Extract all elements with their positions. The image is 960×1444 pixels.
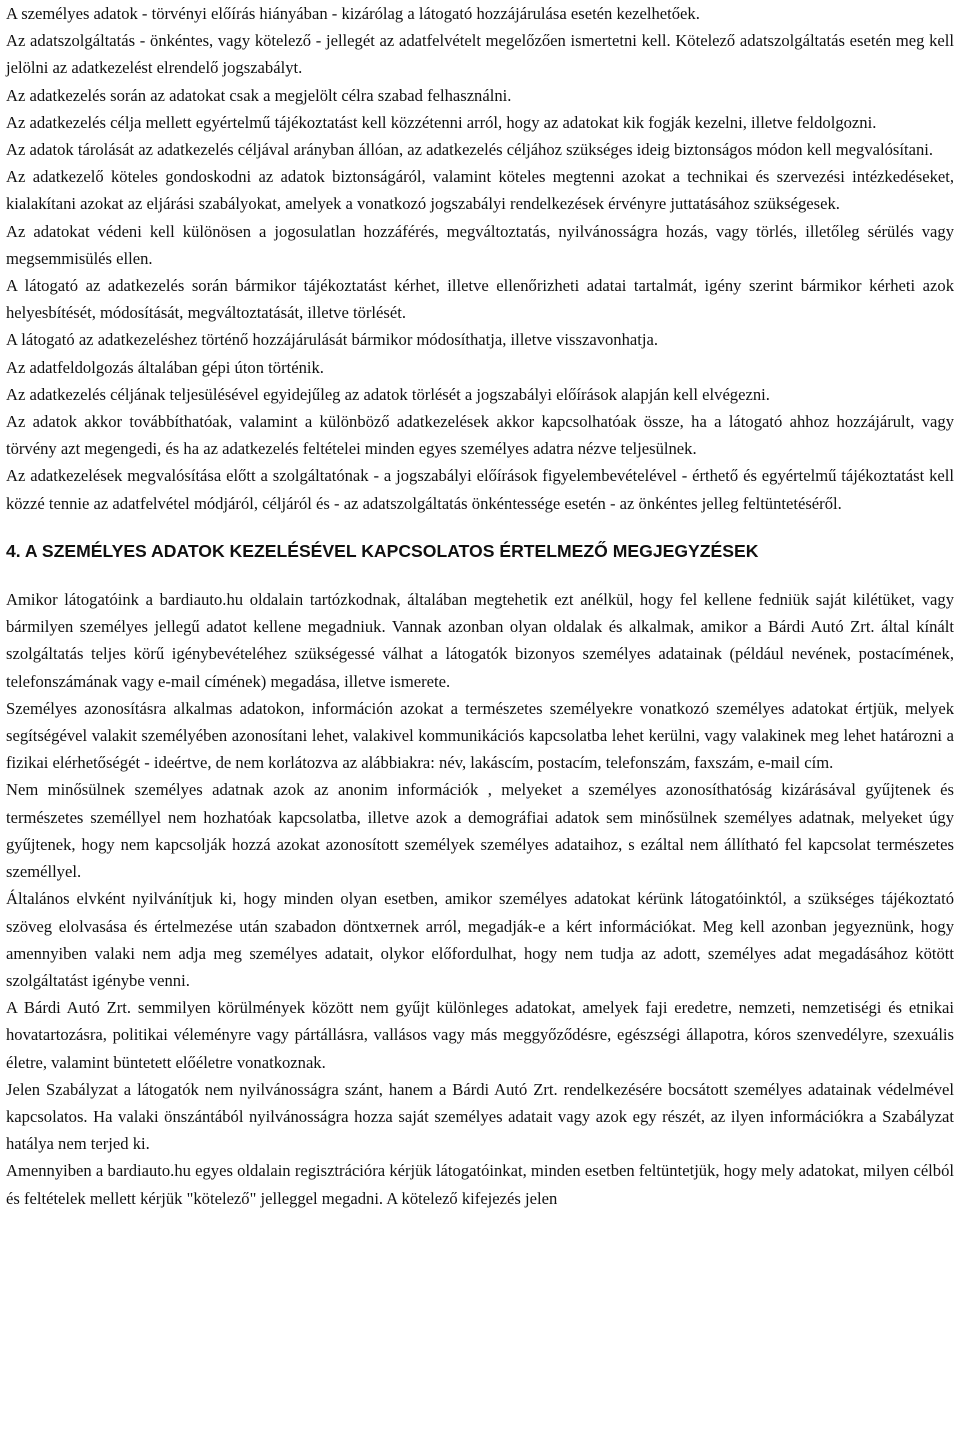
paragraph: Amikor látogatóink a bardiauto.hu oldalain tartózkodnak, általában megtehetik ezt anélkül, hogy fel kellene fedniük saját kilétüket, vagy bármilyen személyes jellegű adatot kellene megadniuk. Vannak azonban olyan oldalak és alkalmak, amikor a Bárdi Autó Zrt. által kínált szolgáltatás teljes körű igénybevételéhez szükségessé válhat a látogatók bizonyos személyes adatainak (például nevének, postacímének, telefonszámának vagy e-mail címének) megadása, illetve ismerete. <box>6 590 954 691</box>
section-heading: 4. A SZEMÉLYES ADATOK KEZELÉSÉVEL KAPCSOLATOS ÉRTELMEZŐ MEGJEGYZÉSEK <box>6 540 759 561</box>
paragraph: Az adatok akkor továbbíthatóak, valamint a különböző adatkezelések akkor kapcsolhatóak össze, ha a látogató ahhoz hozzájárult, vagy törvény azt megengedi, és ha az adatkezelés feltételei minden egyes személyes adatra nézve teljesülnek. <box>6 412 954 459</box>
section-top <box>6 0 954 517</box>
paragraph: Általános elvként nyilvánítjuk ki, hogy minden olyan esetben, amikor személyes adatokat kérünk látogatóinktól, a szükséges tájékoztató szöveg elolvasása és értelmezése után szabadon döntхетnek arról, megadják-e a kért információkat. Meg kell azonban jegyeznünk, hogy amennyiben valaki nem adja meg személyes adatait, olykor előfordulhat, hogy nem tudja az adott, személyes adat megadásához kötött szolgáltatást igénybe venni. <box>6 889 954 990</box>
paragraph: Az adatfeldolgozás általában gépi úton történik. <box>6 357 324 377</box>
paragraph: Az adatkezelő köteles gondoskodni az adatok biztonságáról, valamint köteles megtenni azokat a technikai és szervezési intézkedéseket, kialakítani azokat az eljárási szabályokat, amelyek a vonatkozó jogszabályi rendelkezések érvényre juttatásához szükségesek. <box>6 167 954 214</box>
paragraph: A látogató az adatkezeléshez történő hozzájárulását bármikor módosíthatja, illetve visszavonhatja. <box>6 330 658 350</box>
paragraph: A Bárdi Autó Zrt. semmilyen körülmények között nem gyűjt különleges adatokat, amelyek faji eredetre, nemzeti, nemzetiségi és etnikai hovatartozásra, politikai véleményre vagy pártállásra, vallásos vagy más meggyőződésre, egészségi állapotra, kóros szenvedélyre, szexuális életre, valamint büntetett előéletre vonatkoznak. <box>6 998 954 1072</box>
paragraph: Az adatszolgáltatás - önkéntes, vagy kötelező - jellegét az adatfelvételt megelőzően ismertetni kell. Kötelező adatszolgáltatás esetén meg kell jelölni az adatkezelést elrendelő jogszabályt. <box>6 31 954 78</box>
paragraph: Az adatkezelés során az adatokat csak a megjelölt célra szabad felhasználni. <box>6 85 512 105</box>
paragraph: A személyes adatok - törvényi előírás hiányában - kizárólag a látogató hozzájárulása esetén kezelhetőek. <box>6 4 700 23</box>
paragraph: Nem minősülnek személyes adatnak azok az anonim információk , melyeket a személyes azonosíthatóság kizárásával gyűjtenek és természetes személlyel nem hozhatóak kapcsolatba, illetve azok a demográfiai adatok sem minősülnek személyes adatnak, melyeket úgy gyűjtenek, hogy nem kapcsolják hozzá azokat azonosított személyek személyes adataihoz, s ezáltal nem állítható fel kapcsolat természetes személlyel. <box>6 780 954 882</box>
paragraph: Az adatkezelés céljának teljesülésével egyidejűleg az adatok törlését a jogszabályi előírások alapján kell elvégezni. <box>6 384 770 404</box>
paragraph: Az adatok tárolását az adatkezelés céljával arányban állóan, az adatkezelés céljához szükséges ideig biztonságos módon kell megvalósítani. <box>6 140 934 160</box>
paragraph: Jelen Szabályzat a látogatók nem nyilvánosságra szánt, hanem a Bárdi Autó Zrt. rendelkezésére bocsátott személyes adatainak védelmével kapcsolatos. Ha valaki önszántából nyilvánosságra hozza saját személyes adatait vagy azok egy részét, az ilyen információkra a Szabályzat hatálya nem terjed ki. <box>6 1079 954 1154</box>
paragraph: Az adatkezelések megvalósítása előtt a szolgáltatónak - a jogszabályi előírások figyelembevételével - érthető és egyértelmű tájékoztatást kell közzé tennie az adatfelvétel módjáról, céljáról és - az adatszolgáltatás önkéntessége esetén - az önkéntes jelleg feltüntetéséről. <box>6 466 954 513</box>
paragraph: A látogató az adatkezelés során bármikor tájékoztatást kérhet, illetve ellenőrizheti adatai tartalmát, igény szerint bármikor kérheti azok helyesbítését, módosítását, megváltoztatását, illetve törlését. <box>6 276 954 323</box>
paragraph: Az adatkezelés célja mellett egyértelmű tájékoztatást kell közzétenni arról, hogy az adatokat kik fogják kezelni, illetve feldolgozni. <box>6 112 877 132</box>
paragraph: Amennyiben a bardiauto.hu egyes oldalain regisztrációra kérjük látogatóinkat, minden esetben feltüntetjük, hogy mely adatokat, milyen célból és feltételek mellett kérjük "kötelező" jelleggel megadni. A kötelező kifejezés jelen <box>6 1161 954 1208</box>
paragraph: Személyes azonosításra alkalmas adatokon, információn azokat a természetes személyekre vonatkozó személyes adatokat értjük, melyek segítségével valakit személyében azonosítani lehet, valakivel kommunikációs kapcsolatba lehet kerülni, vagy valakinek meg lehet határozni a fizikai elérhetőségét - ideértve, de nem korlátozva az alábbiakra: név, lakáscím, postacím, telefonszám, faxszám, e-mail cím. <box>6 698 954 773</box>
section-4-body <box>6 586 954 1212</box>
paragraph: Az adatokat védeni kell különösen a jogosulatlan hozzáférés, megváltoztatás, nyilvánosságra hozás, vagy törlés, illetőleg sérülés vagy megsemmisülés ellen. <box>6 221 954 268</box>
